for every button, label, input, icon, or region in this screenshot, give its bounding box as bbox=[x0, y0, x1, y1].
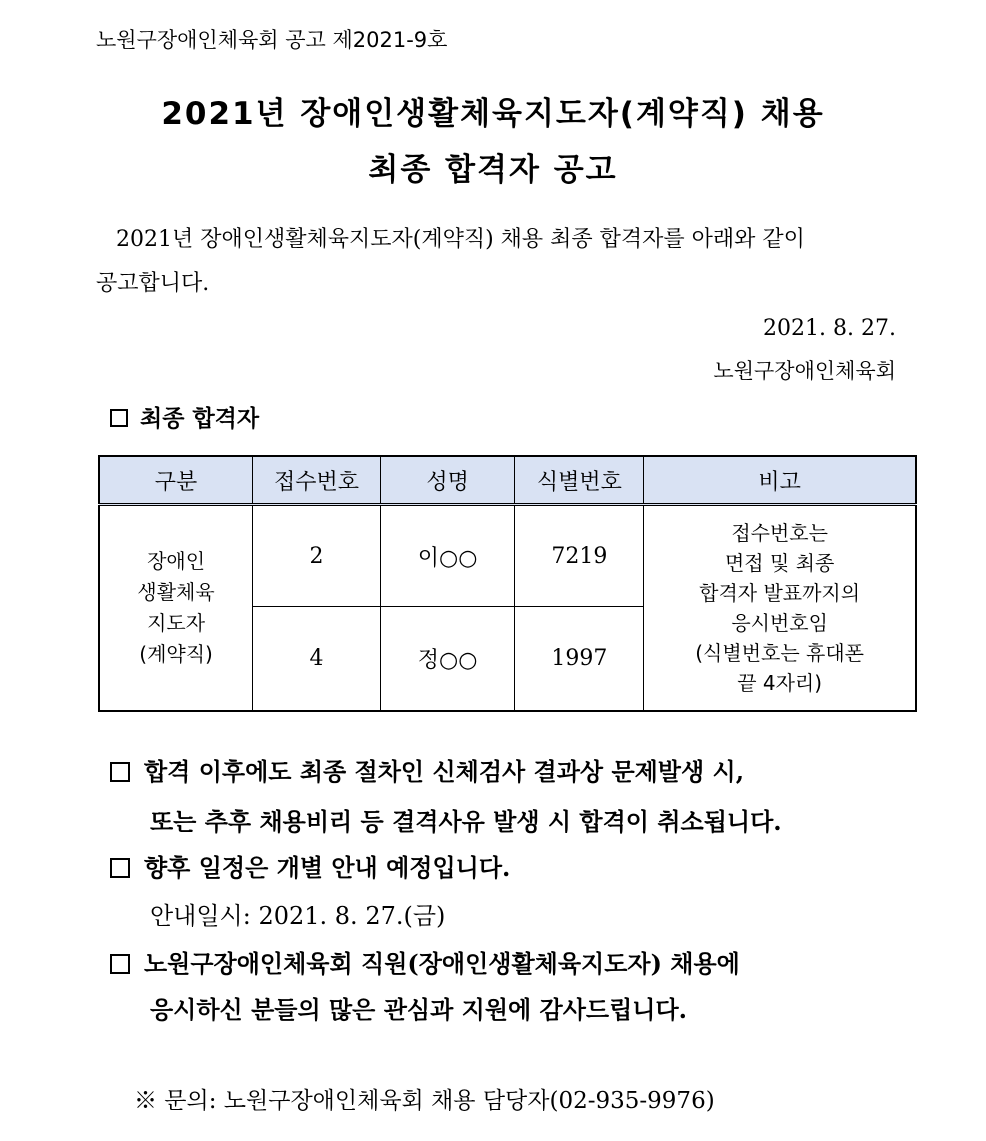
section-heading bbox=[110, 400, 259, 433]
notice-bullet-cancellation bbox=[110, 752, 744, 787]
note-line: 응시번호임 bbox=[731, 610, 828, 635]
note-line: 합격자 발표까지의 bbox=[699, 580, 861, 605]
intro-line-2: 공고합니다. bbox=[96, 271, 210, 296]
bullet-text: 합격 이후에도 최종 절차인 신체검사 결과상 문제발생 시, bbox=[144, 757, 745, 786]
bullet-continuation: 또는 추후 채용비리 등 결격사유 발생 시 합격이 취소됩니다. bbox=[150, 807, 782, 836]
header-category: 구분 bbox=[99, 456, 253, 505]
checkbox-square-icon bbox=[110, 762, 130, 782]
row-name: 이○○ bbox=[380, 505, 515, 607]
header-note: 비고 bbox=[644, 456, 916, 505]
header-number: 접수번호 bbox=[253, 456, 381, 505]
checkbox-square-icon bbox=[110, 858, 130, 878]
section-heading-text: 최종 합격자 bbox=[140, 405, 260, 432]
row-id: 1997 bbox=[515, 607, 644, 711]
notice-bullet-thanks bbox=[110, 944, 740, 979]
intro-line-1: 2021년 장애인생활체육지도자(계약직) 채용 최종 합격자를 아래와 같이 bbox=[116, 227, 805, 252]
bullet-text: 노원구장애인체육회 직원(장애인생활체육지도자) 채용에 bbox=[144, 949, 740, 978]
note-cell bbox=[644, 505, 916, 711]
page-subtitle: 최종 합격자 공고 bbox=[368, 152, 618, 188]
page-title: 2021년 장애인생활체육지도자(계약직) 채용 bbox=[161, 96, 825, 132]
bullet-text: 향후 일정은 개별 안내 예정입니다. bbox=[144, 853, 511, 882]
notice-date: 2021. 8. 27. bbox=[763, 316, 896, 341]
header-id: 식별번호 bbox=[515, 456, 644, 505]
guide-date: 안내일시: 2021. 8. 27.(금) bbox=[150, 902, 446, 930]
row-number: 4 bbox=[253, 607, 381, 711]
row-id: 7219 bbox=[515, 505, 644, 607]
notice-bullet-schedule bbox=[110, 848, 510, 883]
category-line: 장애인 bbox=[147, 548, 206, 573]
checkbox-square-icon bbox=[110, 954, 130, 974]
note-line: (식별번호는 휴대폰 bbox=[695, 640, 864, 665]
category-line: (계약직) bbox=[139, 641, 213, 666]
header-name: 성명 bbox=[380, 456, 515, 505]
notice-number: 노원구장애인체육회 공고 제2021-9호 bbox=[96, 28, 448, 52]
category-line: 생활체육 bbox=[137, 579, 215, 604]
note-line: 끝 4자리) bbox=[737, 670, 823, 695]
table-header-row bbox=[99, 456, 916, 505]
table-row bbox=[99, 505, 916, 607]
organization-name: 노원구장애인체육회 bbox=[713, 359, 896, 383]
note-line: 면접 및 최종 bbox=[724, 550, 835, 575]
result-table bbox=[98, 455, 917, 712]
note-line: 접수번호는 bbox=[731, 520, 828, 545]
bullet-continuation: 응시하신 분들의 많은 관심과 지원에 감사드립니다. bbox=[150, 995, 687, 1024]
category-cell bbox=[99, 505, 253, 711]
row-number: 2 bbox=[253, 505, 381, 607]
row-name: 정○○ bbox=[380, 607, 515, 711]
category-line: 지도자 bbox=[147, 610, 206, 635]
checkbox-square-icon bbox=[110, 409, 128, 427]
contact-info: ※ 문의: 노원구장애인체육회 채용 담당자(02-935-9976) bbox=[134, 1088, 715, 1114]
